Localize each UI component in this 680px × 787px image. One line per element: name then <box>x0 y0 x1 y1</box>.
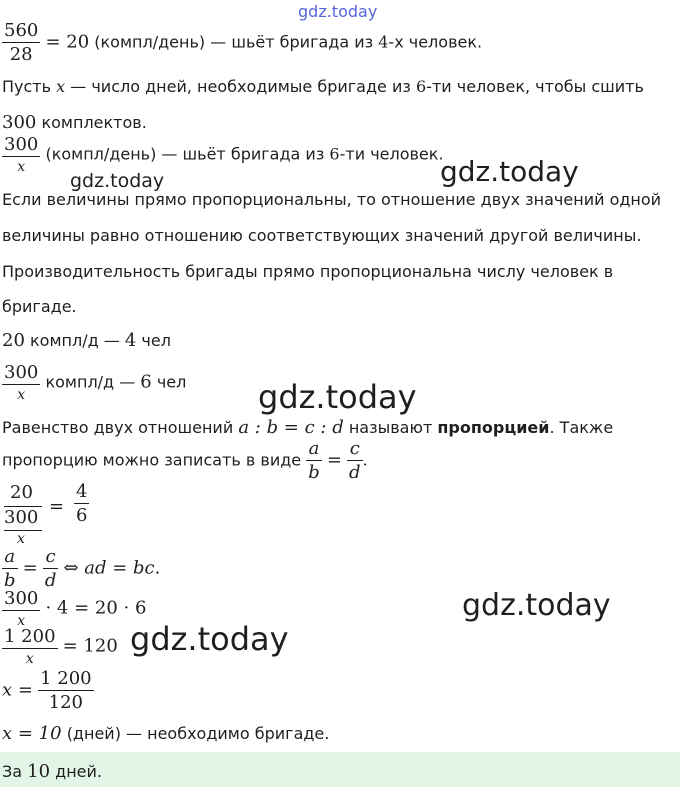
math-x-eq: x = <box>2 679 33 701</box>
denominator: d <box>44 570 57 591</box>
fraction-300-x <box>2 364 40 402</box>
fraction-a-b <box>2 548 18 590</box>
text: Равенство двух отношений <box>2 418 234 437</box>
para-productivity-2: бригаде. <box>2 297 77 316</box>
text: пропорцию можно записать в виде <box>2 450 302 470</box>
math-dot: . <box>362 450 368 470</box>
math-4: 4 <box>378 32 389 52</box>
answer-text <box>2 761 102 782</box>
numerator: 1 200 <box>4 626 56 647</box>
line-560-28 <box>2 22 482 64</box>
denominator: 28 <box>9 44 33 65</box>
math-300: 300 <box>2 112 37 133</box>
denominator: b <box>4 570 16 591</box>
line-20-4 <box>2 331 171 351</box>
para-proportional-2: величины равно отношению соответствующих значений другой величины. <box>2 226 642 245</box>
line-proportion-form <box>2 440 368 482</box>
line-x-10 <box>2 724 329 744</box>
math-300: 300 <box>4 507 39 528</box>
math-eq-20: = 20 <box>45 31 90 53</box>
fraction-1200-x <box>2 628 58 666</box>
line-300-x <box>2 136 444 174</box>
text-let: Пусть <box>2 77 52 96</box>
denominator: b <box>308 462 320 483</box>
math-ad-bc: ⇔ ad = bc. <box>63 557 161 579</box>
denominator: x <box>17 387 26 403</box>
fraction-300-x <box>2 136 40 174</box>
numerator: c <box>43 548 59 569</box>
fraction-a-b <box>306 440 322 482</box>
denominator: d <box>349 462 361 483</box>
numerator: 300 <box>4 134 39 155</box>
para-proportional-1: Если величины прямо пропорциональны, то отношение двух значений одной <box>2 190 662 209</box>
math-6: 6 <box>140 371 152 393</box>
para-productivity-1: Производительность бригады прямо пропорциональна числу человек в <box>2 262 614 281</box>
answer-box <box>0 752 680 787</box>
fraction-560-28 <box>2 22 40 64</box>
numerator: 560 <box>4 20 39 41</box>
text: компл/д — <box>45 372 136 392</box>
math-x-10: x = 10 <box>2 723 62 744</box>
numerator: a <box>2 548 18 569</box>
numerator: c <box>347 440 363 461</box>
line-let-x <box>2 77 644 97</box>
text-tail: -ти человек, чтобы сшить <box>426 77 644 96</box>
numerator: 4 <box>76 481 88 502</box>
math-x: x <box>56 77 66 96</box>
text: называют <box>348 418 433 437</box>
line-300x-6 <box>2 364 186 402</box>
denominator: 6 <box>76 505 88 526</box>
math-10: 10 <box>27 761 51 782</box>
text-tail: -ти человек. <box>339 144 444 164</box>
text: дней. <box>55 762 103 781</box>
math-eq: = <box>326 449 342 471</box>
text: (дней) — необходимо бригаде. <box>66 724 330 743</box>
watermark: gdz.today <box>440 155 579 188</box>
denominator: x <box>17 159 26 175</box>
text: . Также <box>549 418 614 437</box>
equation-x-1200-120 <box>2 670 94 712</box>
fraction-300-x <box>2 590 40 628</box>
text: чел <box>141 331 171 350</box>
math-6: 6 <box>415 77 427 96</box>
denominator: x <box>17 613 26 629</box>
numerator: a <box>306 440 322 461</box>
text-tail: -х человек. <box>388 32 483 52</box>
watermark: gdz.today <box>258 378 417 416</box>
denominator: x <box>25 651 34 667</box>
equation-1200x <box>2 628 118 666</box>
math-rest: · 4 = 20 · 6 <box>45 597 147 619</box>
equation-cross-product <box>2 548 160 590</box>
text: чел <box>156 372 187 392</box>
fraction-c-d <box>347 440 363 482</box>
text: (компл/день) — шьёт бригада из <box>94 32 374 52</box>
line-300-sets <box>2 113 147 133</box>
text: За <box>2 762 23 781</box>
watermark: gdz.today <box>462 588 611 623</box>
math-6: 6 <box>329 144 340 164</box>
denominator: 120 <box>48 692 83 713</box>
equation-300x-times-4 <box>2 590 146 628</box>
bold-term: пропорцией <box>437 418 550 437</box>
math-eq: = <box>49 496 65 517</box>
numerator: 300 <box>4 588 39 609</box>
text: компл/д — <box>30 331 120 350</box>
text-sets: комплектов. <box>41 113 147 132</box>
math-a-b-c-d: a : b = c : d <box>238 417 344 438</box>
math-20: 20 <box>2 330 25 351</box>
numerator: 1 200 <box>40 668 92 689</box>
fraction-4-6 <box>74 483 89 525</box>
top-watermark: gdz.today <box>298 2 378 21</box>
math-4: 4 <box>124 330 137 351</box>
math-eq: = <box>22 557 38 579</box>
text: (компл/день) — шьёт бригада из <box>45 144 325 164</box>
fraction-1200-120 <box>38 670 94 712</box>
numerator-20: 20 <box>10 482 33 503</box>
fraction-c-d <box>43 548 59 590</box>
watermark: gdz.today <box>130 620 289 658</box>
line-proportion-def <box>2 418 613 438</box>
watermark: gdz.today <box>70 170 165 192</box>
text-days: — число дней, необходимые бригаде из <box>70 77 411 96</box>
math-x: x <box>17 531 25 547</box>
numerator: 300 <box>4 362 39 383</box>
math-rest: = 120 <box>62 635 118 657</box>
